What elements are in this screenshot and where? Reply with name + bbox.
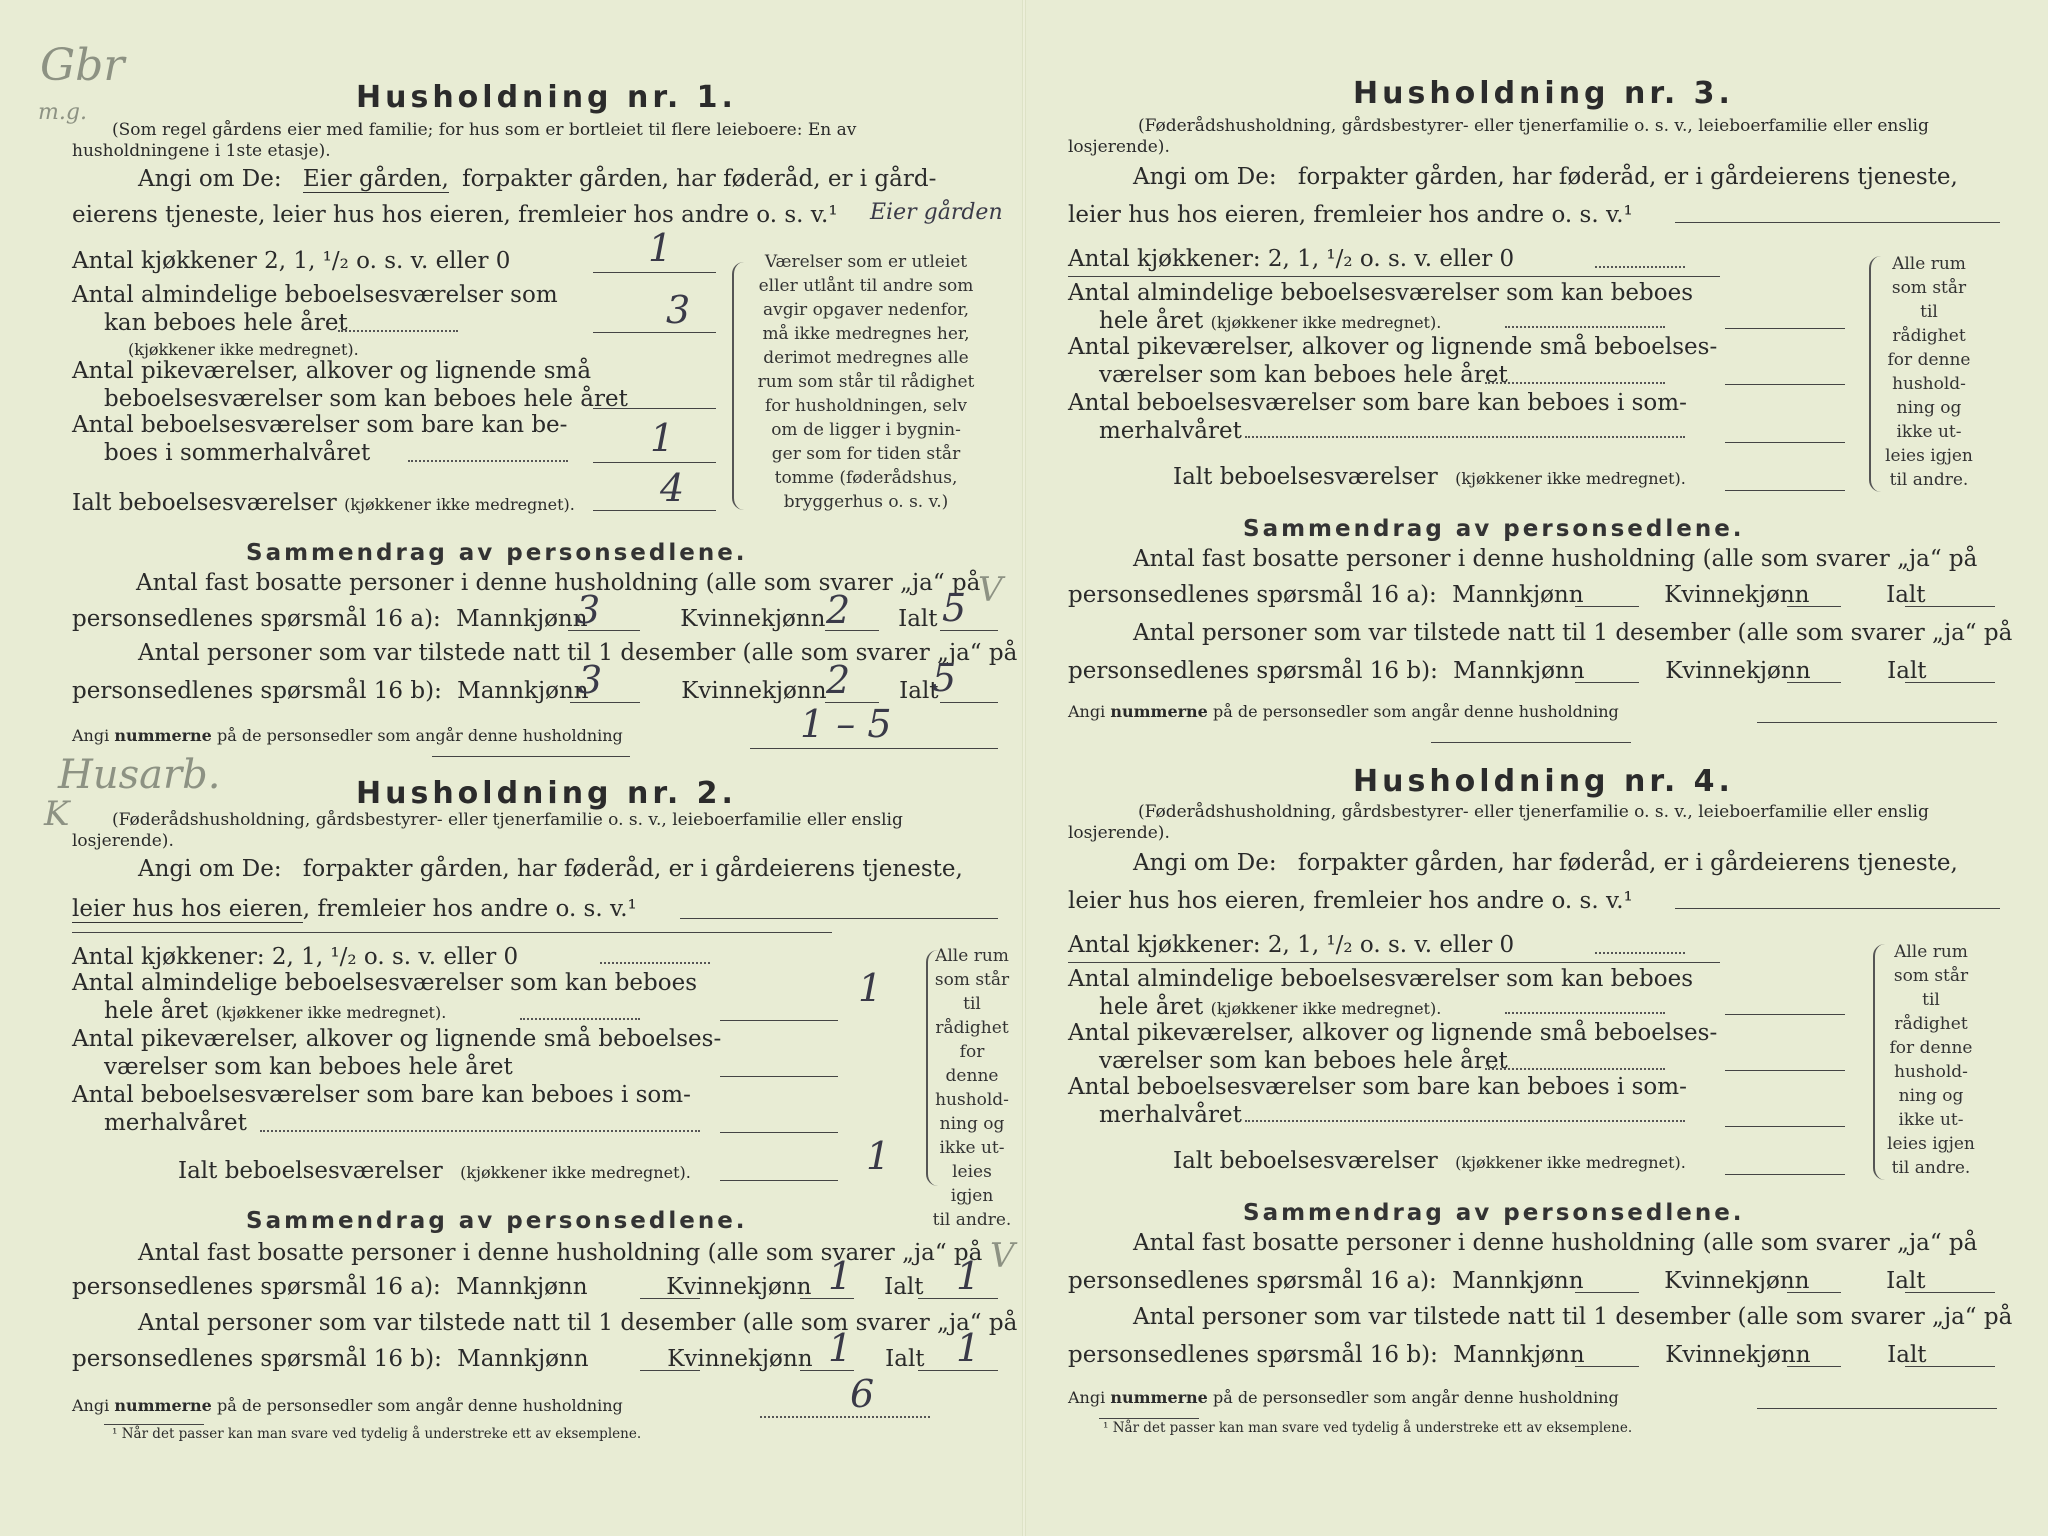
hw-h1-check: V	[978, 570, 1003, 610]
h2-rooms-label-b: hele året (kjøkkener ikke medregnet).	[104, 998, 447, 1024]
hw-margin-k: K	[44, 794, 70, 834]
page-fold	[1022, 0, 1026, 1536]
h4-summary-heading: Sammendrag av personsedlene.	[1243, 1200, 1745, 1226]
h4-rooms-note: Alle rum som står til rådighet for denne hushold- ning og ikke ut- leies igjen til andre.	[1887, 942, 1975, 1178]
h1-summary-heading: Sammendrag av personsedlene.	[246, 540, 748, 566]
h1-pike-label-b: beboelsesværelser som kan beboes hele året	[104, 386, 628, 412]
h4-natt-label: Antal personer som var tilstede natt til 1 desember (alle som svarer „ja“ på	[1133, 1304, 2013, 1330]
h1-fast-label: Antal fast bosatte personer i denne husholdning (alle som svarer „ja“ på	[136, 570, 981, 596]
hw-h1-natt-i: 5	[932, 656, 957, 700]
hw-h1-natt-m: 3	[578, 658, 603, 702]
hw-h1-kitchens: 1	[648, 226, 673, 270]
h4-fast-row: personsedlenes spørsmål 16 a): Mannkjønn Kvinnekjønn Ialt	[1068, 1268, 1926, 1294]
h1-total-rooms-row: Ialt beboelsesværelser (kjøkkener ikke medregnet).	[72, 490, 575, 516]
h4-summer-label-b: merhalvåret	[1099, 1102, 1242, 1128]
h1-angi-line2: eierens tjeneste, leier hus hos eieren, fremleier hos andre o. s. v.¹	[72, 202, 838, 228]
hw-h2-fast-k: 1	[828, 1254, 853, 1298]
hw-h2-check: V	[990, 1236, 1015, 1276]
h1-eier-option: Eier gården,	[302, 166, 449, 192]
h4-angi-line2: leier hus hos eieren, fremleier hos andre o. s. v.¹	[1068, 888, 1633, 914]
h1-rooms-label-b: kan beboes hele året	[104, 310, 348, 336]
h2-angi-row: Angi om De: forpakter gården, har føderåd, er i gårdeierens tjeneste,	[138, 856, 963, 882]
h1-summer-label-b: boes i sommerhalvåret	[104, 440, 371, 466]
h2-summer-label-a: Antal beboelsesværelser som bare kan beboes i som-	[72, 1082, 691, 1108]
h2-pike-label-a: Antal pikeværelser, alkover og lignende små beboelses-	[72, 1026, 722, 1052]
h1-rooms-note: Værelser som er utleiet eller utlånt til andre som avgir opgaver nedenfor, må ikke medregnes her, derimot medregnes alle rum som står til rådighet for husholdningen, selv om de ligger i bygnin- ger som for tiden står tomme (føderådshus, bryggerhus o. s. v.)	[757, 252, 975, 512]
h1-pike-label-a: Antal pikeværelser, alkover og lignende små	[72, 358, 592, 384]
hw-h1-total: 4	[660, 466, 685, 510]
h3-summer-label-b: merhalvåret	[1099, 418, 1242, 444]
h3-rooms-note: Alle rum som står til rådighet for denne hushold- ning og ikke ut- leies igjen til andre.	[1885, 254, 1973, 490]
hw-h1-numbers: 1 – 5	[800, 702, 892, 746]
hw-margin-mg: m.g.	[38, 100, 87, 125]
h4-rooms-label-a: Antal almindelige beboelsesværelser som kan beboes	[1068, 966, 1694, 992]
hw-h1-fast-k: 2	[826, 588, 851, 632]
h2-leier-option: leier hus hos eieren	[72, 896, 303, 922]
h2-fast-label: Antal fast bosatte personer i denne husholdning (alle som svarer „ja“ på	[138, 1240, 983, 1266]
h3-numbers-row: Angi nummerne på de personsedler som angår denne husholdning	[1068, 702, 1619, 721]
h1-angi-row: Angi om De: Eier gården, forpakter gården, har føderåd, er i gård-	[138, 166, 937, 192]
hw-h1-angi: Eier gården	[870, 200, 1003, 225]
hw-h1-fast-m: 3	[576, 588, 601, 632]
hw-h1-rooms: 3	[666, 288, 691, 332]
h2-rooms-label-a: Antal almindelige beboelsesværelser som kan beboes	[72, 970, 698, 996]
h3-fast-row: personsedlenes spørsmål 16 a): Mannkjønn Kvinnekjønn Ialt	[1068, 582, 1926, 608]
h3-angi-row: Angi om De: forpakter gården, har føderåd, er i gårdeierens tjeneste,	[1133, 164, 1958, 190]
hw-h2-natt-i: 1	[956, 1326, 981, 1370]
h4-angi-row: Angi om De: forpakter gården, har føderåd, er i gårdeierens tjeneste,	[1133, 850, 1958, 876]
h2-kitchens-label: Antal kjøkkener: 2, 1, ¹/₂ o. s. v. eller 0	[72, 944, 519, 970]
hw-h2-numbers: 6	[850, 1372, 875, 1416]
h2-summary-heading: Sammendrag av personsedlene.	[246, 1208, 748, 1234]
hw-h1-fast-i: 5	[942, 586, 967, 630]
h2-angi-line2: leier hus hos eieren, fremleier hos andre o. s. v.¹	[72, 896, 637, 922]
h1-natt-label: Antal personer som var tilstede natt til 1 desember (alle som svarer „ja“ på	[138, 640, 1018, 666]
household-3-intro: (Føderådshusholdning, gårdsbestyrer- eller tjenerfamilie o. s. v., leieboerfamilie eller enslig losjerende).	[1068, 116, 1929, 157]
h1-fast-row: personsedlenes spørsmål 16 a): Mannkjønn Kvinnekjønn Ialt	[72, 606, 938, 632]
h3-rooms-label-b: hele året (kjøkkener ikke medregnet).	[1099, 308, 1442, 334]
h4-kitchens-label: Antal kjøkkener: 2, 1, ¹/₂ o. s. v. eller 0	[1068, 932, 1515, 958]
h4-pike-label-b: værelser som kan beboes hele året	[1099, 1048, 1508, 1074]
household-1-title: Husholdning nr. 1.	[356, 80, 737, 115]
hw-margin-gbr: Gbr	[40, 40, 125, 91]
h4-rooms-label-b: hele året (kjøkkener ikke medregnet).	[1099, 994, 1442, 1020]
h2-numbers-row: Angi nummerne på de personsedler som angår denne husholdning	[72, 1396, 623, 1415]
h4-numbers-row: Angi nummerne på de personsedler som angår denne husholdning	[1068, 1388, 1619, 1407]
right-page	[1065, 0, 2013, 1536]
h3-summer-label-a: Antal beboelsesværelser som bare kan beboes i som-	[1068, 390, 1687, 416]
h1-summer-label-a: Antal beboelsesværelser som bare kan be-	[72, 412, 568, 438]
hw-h2-natt-k: 1	[828, 1326, 853, 1370]
h4-summer-label-a: Antal beboelsesværelser som bare kan beboes i som-	[1068, 1074, 1687, 1100]
h3-angi-line2: leier hus hos eieren, fremleier hos andre o. s. v.¹	[1068, 202, 1633, 228]
hw-h2-total: 1	[866, 1134, 891, 1178]
left-page	[38, 0, 1018, 1536]
hw-h1-summer: 1	[650, 416, 675, 460]
h4-fast-label: Antal fast bosatte personer i denne husholdning (alle som svarer „ja“ på	[1133, 1230, 1978, 1256]
household-4-title: Husholdning nr. 4.	[1353, 764, 1734, 799]
hw-h2-rooms: 1	[858, 966, 883, 1010]
h3-total-rooms-row: Ialt beboelsesværelser (kjøkkener ikke medregnet).	[1173, 464, 1686, 490]
h1-natt-row: personsedlenes spørsmål 16 b): Mannkjønn Kvinnekjønn Ialt	[72, 678, 939, 704]
household-3-title: Husholdning nr. 3.	[1353, 76, 1734, 111]
hw-h2-fast-i: 1	[956, 1254, 981, 1298]
household-2-title: Husholdning nr. 2.	[356, 776, 737, 811]
h4-natt-row: personsedlenes spørsmål 16 b): Mannkjønn Kvinnekjønn Ialt	[1068, 1342, 1927, 1368]
right-footnote: ¹ Når det passer kan man svare ved tydelig å understreke ett av eksemplene.	[1103, 1420, 1633, 1436]
left-footnote: ¹ Når det passer kan man svare ved tydelig å understreke ett av eksemplene.	[112, 1426, 642, 1442]
h1-rooms-label-a: Antal almindelige beboelsesværelser som	[72, 282, 558, 308]
household-1-intro: (Som regel gårdens eier med familie; for hus som er bortleiet til flere leieboere: En av husholdningene i 1ste etasje).	[72, 120, 857, 161]
h3-natt-label: Antal personer som var tilstede natt til 1 desember (alle som svarer „ja“ på	[1133, 620, 2013, 646]
h2-natt-label: Antal personer som var tilstede natt til 1 desember (alle som svarer „ja“ på	[138, 1310, 1018, 1336]
h3-pike-label-b: værelser som kan beboes hele året	[1099, 362, 1508, 388]
h4-pike-label-a: Antal pikeværelser, alkover og lignende små beboelses-	[1068, 1020, 1718, 1046]
household-2-intro: (Føderådshusholdning, gårdsbestyrer- eller tjenerfamilie o. s. v., leieboerfamilie eller enslig losjerende).	[72, 810, 903, 851]
h3-rooms-label-a: Antal almindelige beboelsesværelser som kan beboes	[1068, 280, 1694, 306]
h2-total-rooms-row: Ialt beboelsesværelser (kjøkkener ikke medregnet).	[178, 1158, 691, 1184]
h2-pike-label-b: værelser som kan beboes hele året	[104, 1054, 513, 1080]
h4-total-rooms-row: Ialt beboelsesværelser (kjøkkener ikke medregnet).	[1173, 1148, 1686, 1174]
hw-margin-husarb: Husarb.	[58, 752, 221, 798]
h2-fast-row: personsedlenes spørsmål 16 a): Mannkjønn Kvinnekjønn Ialt	[72, 1274, 924, 1300]
h3-natt-row: personsedlenes spørsmål 16 b): Mannkjønn Kvinnekjønn Ialt	[1068, 658, 1927, 684]
h3-pike-label-a: Antal pikeværelser, alkover og lignende små beboelses-	[1068, 334, 1718, 360]
h3-kitchens-label: Antal kjøkkener: 2, 1, ¹/₂ o. s. v. eller 0	[1068, 246, 1515, 272]
h3-fast-label: Antal fast bosatte personer i denne husholdning (alle som svarer „ja“ på	[1133, 546, 1978, 572]
h1-kitchens-label: Antal kjøkkener 2, 1, ¹/₂ o. s. v. eller 0	[72, 248, 511, 274]
h1-rooms-label-c: (kjøkkener ikke medregnet).	[128, 340, 359, 359]
h2-rooms-note: Alle rum som står til rådighet for denne hushold- ning og ikke ut- leies igjen til andre.	[932, 946, 1012, 1230]
h2-summer-label-b: merhalvåret	[104, 1110, 247, 1136]
h2-natt-row: personsedlenes spørsmål 16 b): Mannkjønn Kvinnekjønn Ialt	[72, 1346, 925, 1372]
h1-numbers-row: Angi nummerne på de personsedler som angår denne husholdning	[72, 726, 623, 745]
hw-h1-natt-k: 2	[826, 658, 851, 702]
h3-summary-heading: Sammendrag av personsedlene.	[1243, 516, 1745, 542]
household-4-intro: (Føderådshusholdning, gårdsbestyrer- eller tjenerfamilie o. s. v., leieboerfamilie eller enslig losjerende).	[1068, 802, 1929, 843]
